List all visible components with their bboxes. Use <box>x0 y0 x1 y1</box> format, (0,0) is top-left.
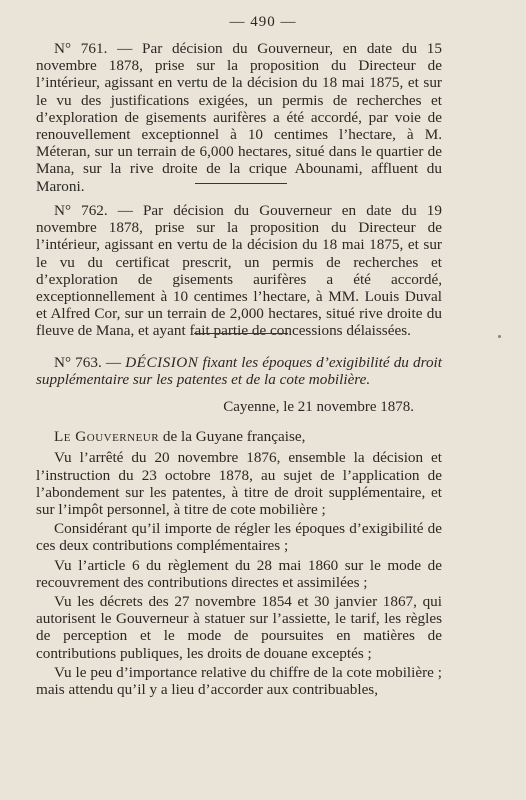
paper-speck <box>498 335 501 338</box>
decision-761 <box>36 40 442 195</box>
body-paragraph: Vu les décrets des 27 novembre 1854 et 30 janvier 1867, qui autorisent le Gouverneur à statuer sur l’assiette, le tarif, les règles de perception et le mode de poursuites en matières de contributions publiques, les droits de douane exceptés ; <box>36 593 442 662</box>
separator-rule <box>194 333 288 334</box>
governor-line <box>36 428 442 446</box>
decision-762 <box>36 202 442 340</box>
decision-763-title-word: DÉCISION <box>125 354 199 371</box>
governor-rest: de la Guyane française, <box>159 428 306 446</box>
decision-763 <box>36 354 442 700</box>
governor-caps: Le Gouverneur <box>54 428 160 446</box>
body-paragraph: Vu le peu d’importance relative du chiffre de la cote mobilière ; mais attendu qu’il y a lieu d’accorder aux contribuables, <box>36 663 442 699</box>
decision-763-title-rest: fixant les époques d’exigibilité du droit supplémentaire sur les patentes et de la cote mobilière. <box>36 354 442 389</box>
separator-rule <box>195 183 287 184</box>
decision-761-text: N° 761. — Par décision du Gouverneur, en date du 15 novembre 1878, prise sur la proposition du Directeur de l’intérieur, agissant en vertu de la décision du 18 mai 1875, et sur le vu des justifications exigées, un permis de recherches et d’exploration de gisements aurifères a été accordé, par voie de renouvellement exceptionnel à 10 centimes l’hectare, à M. Méteran, sur un terrain de 6,000 hectares, situé dans le quartier de Mana, sur la rive droite de la crique Abounami, affluent du Maroni. <box>36 40 442 195</box>
decision-763-heading <box>36 354 442 388</box>
decision-762-text: N° 762. — Par décision du Gouverneur en date du 19 novembre 1878, prise sur la proposition du Directeur de l’intérieur, agissant en vertu de la décision du 18 mai 1875, et sur le vu du certificat prescrit, un permis de recherches et d’exploration de gisements aurifères a été accordé, exceptionnellement à 10 centimes l’hectare, à MM. Louis Duval et Alfred Cor, sur un terrain de 2,000 hectares, situé rive droite du fleuve de Mana, et ayant fait partie de concessions délaissées. <box>36 202 442 340</box>
body-paragraph: Considérant qu’il importe de régler les époques d’exigibilité de ces deux contributions complémentaires ; <box>36 520 442 555</box>
decision-763-body <box>36 449 442 698</box>
decision-763-date: Cayenne, le 21 novembre 1878. <box>223 399 414 416</box>
decision-763-number: N° 763. — <box>54 354 126 371</box>
body-paragraph: Vu l’article 6 du règlement du 28 mai 1860 sur le mode de recouvrement des contributions directes et assimilées ; <box>36 556 442 591</box>
page-number: — 490 — <box>229 14 297 30</box>
body-paragraph: Vu l’arrêté du 20 novembre 1876, ensemble la décision et l’instruction du 23 octobre 1878, au sujet de l’application de l’abondement sur les patentes, à titre de droit supplémentaire, et sur l’impôt personnel, à titre de cote mobilière ; <box>36 449 442 519</box>
